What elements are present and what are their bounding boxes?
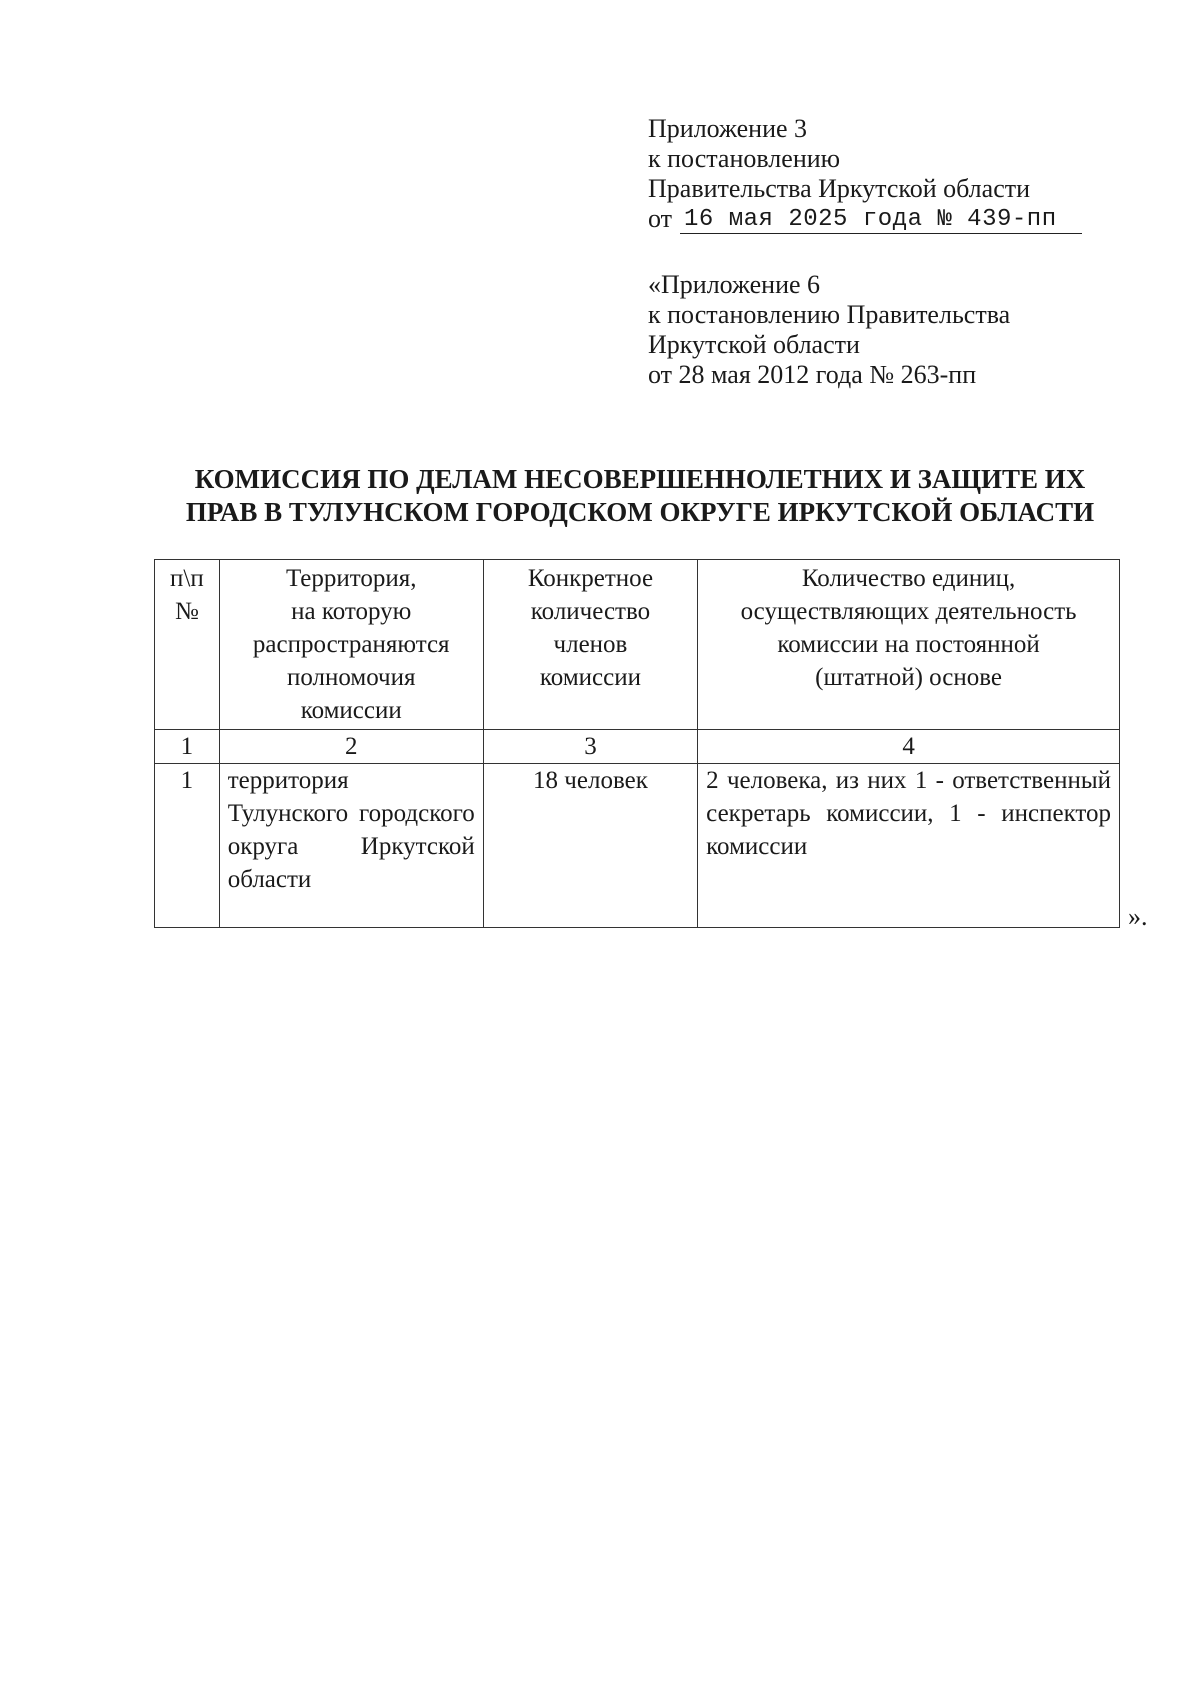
header-text: п\п: [170, 565, 204, 592]
header-cell-number: [155, 560, 220, 730]
column-number-row: [155, 730, 1120, 764]
document-title: [150, 463, 1130, 529]
header-text: Территория,: [285, 565, 417, 592]
resolution-date-number: 16 мая 2025 года № 439-пп: [680, 207, 1082, 234]
table-header-row: [155, 560, 1120, 730]
header-text: осуществляющих деятельность: [740, 598, 1077, 625]
appendix-3-line-3: Правительства Иркутской области: [648, 174, 1031, 203]
header-text: количество: [530, 598, 651, 625]
header-text: полномочия: [286, 664, 416, 691]
header-cell-territory: [219, 560, 483, 730]
appendix-6-line-1: «Приложение 6: [648, 270, 821, 299]
document-title-line-2: ПРАВ В ТУЛУНСКОМ ГОРОДСКОМ ОКРУГЕ ИРКУТСКОЙ ОБЛАСТИ: [185, 497, 1095, 527]
date-prefix: от: [648, 204, 673, 233]
header-text: (штатной) основе: [815, 664, 1003, 691]
header-text: Конкретное: [527, 565, 654, 592]
territory-cell: территория Тулунского городского округа Иркутской области: [219, 764, 483, 928]
appendix-3-header: [648, 114, 1088, 234]
column-number-cell: 2: [219, 730, 483, 764]
header-text: на которую: [291, 598, 412, 625]
column-number-cell: 3: [483, 730, 697, 764]
appendix-6-line-3: Иркутской области: [648, 330, 860, 359]
header-text: комиссии на постоянной: [777, 631, 1040, 658]
header-text: комиссии: [300, 697, 402, 724]
column-number-cell: 1: [155, 730, 220, 764]
row-number-cell: 1: [155, 764, 220, 928]
table-row: [155, 764, 1120, 928]
members-count-cell: 18 человек: [483, 764, 697, 928]
column-number-cell: 4: [698, 730, 1120, 764]
header-text: №: [174, 598, 199, 625]
appendix-3-date-line: [648, 204, 1088, 234]
document-title-line-1: КОМИССИЯ ПО ДЕЛАМ НЕСОВЕРШЕННОЛЕТНИХ И ЗАЩИТЕ ИХ: [194, 464, 1086, 494]
header-text: членов: [553, 631, 628, 658]
header-text: распространяются: [252, 631, 450, 658]
header-cell-staff-units: [698, 560, 1120, 730]
appendix-3-line-2: к постановлению: [648, 144, 841, 173]
appendix-6-line-4: от 28 мая 2012 года № 263-пп: [648, 360, 977, 389]
commission-table: [154, 559, 1120, 928]
header-cell-members: [483, 560, 697, 730]
closing-quote: ».: [1128, 902, 1148, 931]
appendix-6-line-2: к постановлению Правительства: [648, 300, 1011, 329]
appendix-6-header: [648, 270, 1088, 390]
header-text: Количество единиц,: [801, 565, 1016, 592]
header-text: комиссии: [539, 664, 641, 691]
staff-units-cell: 2 человека, из них 1 - ответственный секретарь комиссии, 1 - инспектор комиссии: [698, 764, 1120, 928]
appendix-3-line-1: Приложение 3: [648, 114, 808, 143]
